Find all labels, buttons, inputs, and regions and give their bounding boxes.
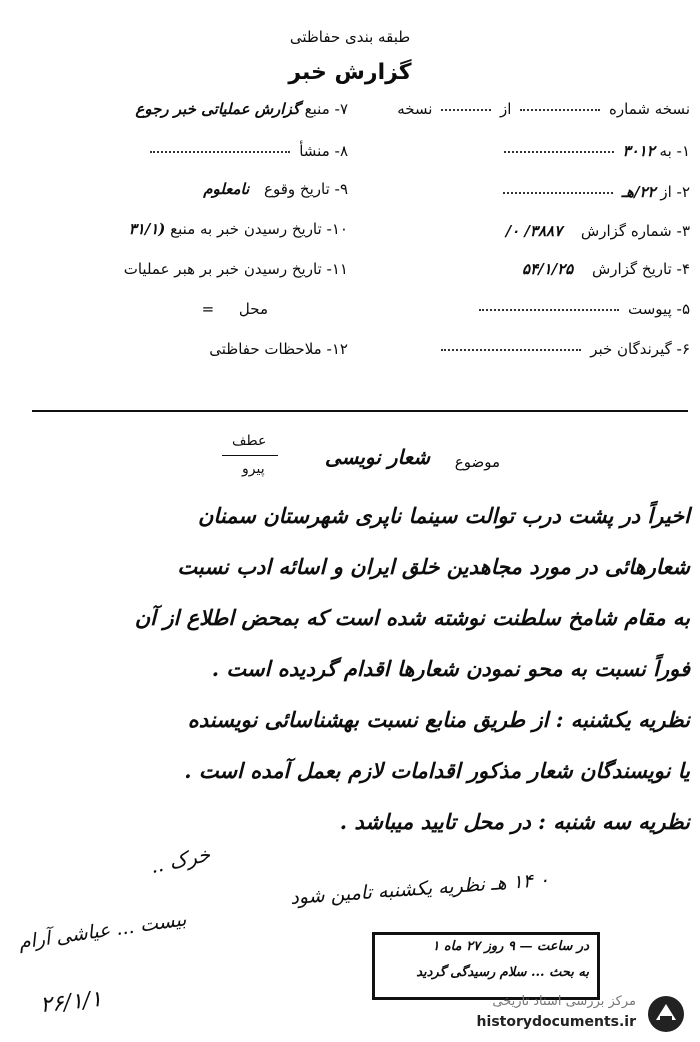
stamp-line-2: به بحث ... سلام رسیدگی گردید	[416, 965, 589, 980]
subject-label: موضوع	[454, 453, 500, 471]
body-line: یا نویسندگان شعار مذکور اقدامات لازم بعمل آمده است .	[184, 758, 690, 783]
field-label: ۸- منشأ	[299, 142, 348, 160]
field-value: =	[201, 300, 215, 318]
field-label: ۳- شماره گزارش	[580, 222, 690, 240]
field-value: ۳۸۸۷/ ۰/	[505, 222, 563, 240]
received-stamp	[372, 932, 600, 1000]
field-source	[8, 100, 348, 130]
field-label: ۹- تاریخ وقوع	[264, 180, 348, 198]
field-label: ۴- تاریخ گزارش	[592, 260, 690, 278]
dotted-line	[150, 150, 290, 153]
section-divider	[32, 410, 688, 412]
archive-watermark	[452, 994, 692, 1034]
dotted-line	[503, 191, 613, 194]
peyro-label: پیرو	[242, 461, 265, 477]
note-4: ۲۶/۱/۱	[38, 986, 104, 1019]
subject-value: شعار نویسی	[324, 445, 430, 469]
atf-divider	[222, 455, 278, 456]
field-to	[370, 142, 690, 172]
report-body	[22, 490, 690, 847]
field-from	[370, 183, 690, 213]
field-event-date	[8, 180, 348, 210]
field-attachment	[370, 300, 690, 330]
report-title: گزارش خبر	[288, 60, 412, 85]
body-line: اخیراً در پشت درب توالت سینما ناپری شهرستان سمنان	[198, 503, 690, 528]
field-label: ۲- از	[660, 183, 690, 201]
field-value: گزارش عملیاتی خبر رجوع	[135, 100, 300, 118]
field-date-to-source	[8, 220, 348, 250]
field-label: ۱۰- تاریخ رسیدن خبر به منبع	[170, 220, 348, 238]
field-recipients	[370, 340, 690, 370]
dotted-line	[441, 108, 491, 111]
field-location	[8, 300, 348, 330]
field-label: ۶- گیرندگان خبر	[590, 340, 690, 358]
field-label: ۷- منبع	[304, 100, 348, 118]
field-origin	[8, 142, 348, 172]
field-value: ۵۴/۱/۲۵	[521, 260, 574, 278]
archive-logo-icon	[646, 994, 686, 1034]
dotted-line	[479, 308, 619, 311]
field-report-number	[370, 222, 690, 252]
field-label: محل	[238, 300, 268, 318]
note-1: خرک ..	[148, 841, 213, 879]
note-2: ۰ ۱۴ هـ نظریه یکشنبه تامین شود	[289, 868, 550, 910]
watermark-org: مرکز بررسی اسناد تاریخی	[492, 994, 636, 1009]
dotted-line	[520, 108, 600, 111]
subject-area	[0, 425, 700, 485]
field-label: نسخه شماره	[609, 100, 690, 118]
watermark-url: historydocuments.ir	[476, 1014, 636, 1030]
atf-label: عطف	[232, 433, 267, 449]
field-report-date	[370, 260, 690, 290]
stamp-line-1: در ساعت — ۹ روز ۲۷ ماه ۱	[432, 939, 589, 954]
body-line: شعارهائی در مورد مجاهدین خلق ایران و اسائه ادب نسبت	[177, 554, 690, 579]
body-line: نظریه سه شنبه : در محل تایید میباشد .	[339, 809, 690, 834]
body-line: به مقام شامخ سلطنت نوشته شده است که بمحض اطلاع از آن	[134, 605, 690, 630]
field-date-to-ops	[8, 260, 348, 290]
field-label: ۱۲- ملاحظات حفاظتی	[209, 340, 348, 358]
field-security-notes	[8, 340, 348, 370]
field-middle: از	[500, 100, 512, 118]
field-label: ۱- به	[659, 142, 690, 160]
dotted-line	[504, 150, 614, 153]
classification-heading: طبقه بندی حفاظتی	[289, 28, 411, 46]
field-value: ۲۲/هـ	[621, 183, 656, 201]
field-copy-number	[370, 100, 690, 130]
body-line: نظریه یکشنبه : از طریق منابع نسبت بهشناسائی نویسنده	[187, 707, 690, 732]
field-label: ۱۱- تاریخ رسیدن خبر بر هبر عملیات	[123, 260, 348, 278]
field-value: ۳۰۱۲	[622, 142, 655, 160]
field-value: نامعلوم	[203, 180, 250, 198]
field-label: ۵- پیوست	[628, 300, 690, 318]
dotted-line	[441, 348, 581, 351]
field-end: نسخه	[397, 100, 433, 118]
body-line: فوراً نسبت به محو نمودن شعارها اقدام گردیده است .	[211, 656, 690, 681]
field-value: (۳۱/۱	[128, 220, 166, 238]
note-3: بیست ... عیاشی آرام	[17, 908, 188, 954]
